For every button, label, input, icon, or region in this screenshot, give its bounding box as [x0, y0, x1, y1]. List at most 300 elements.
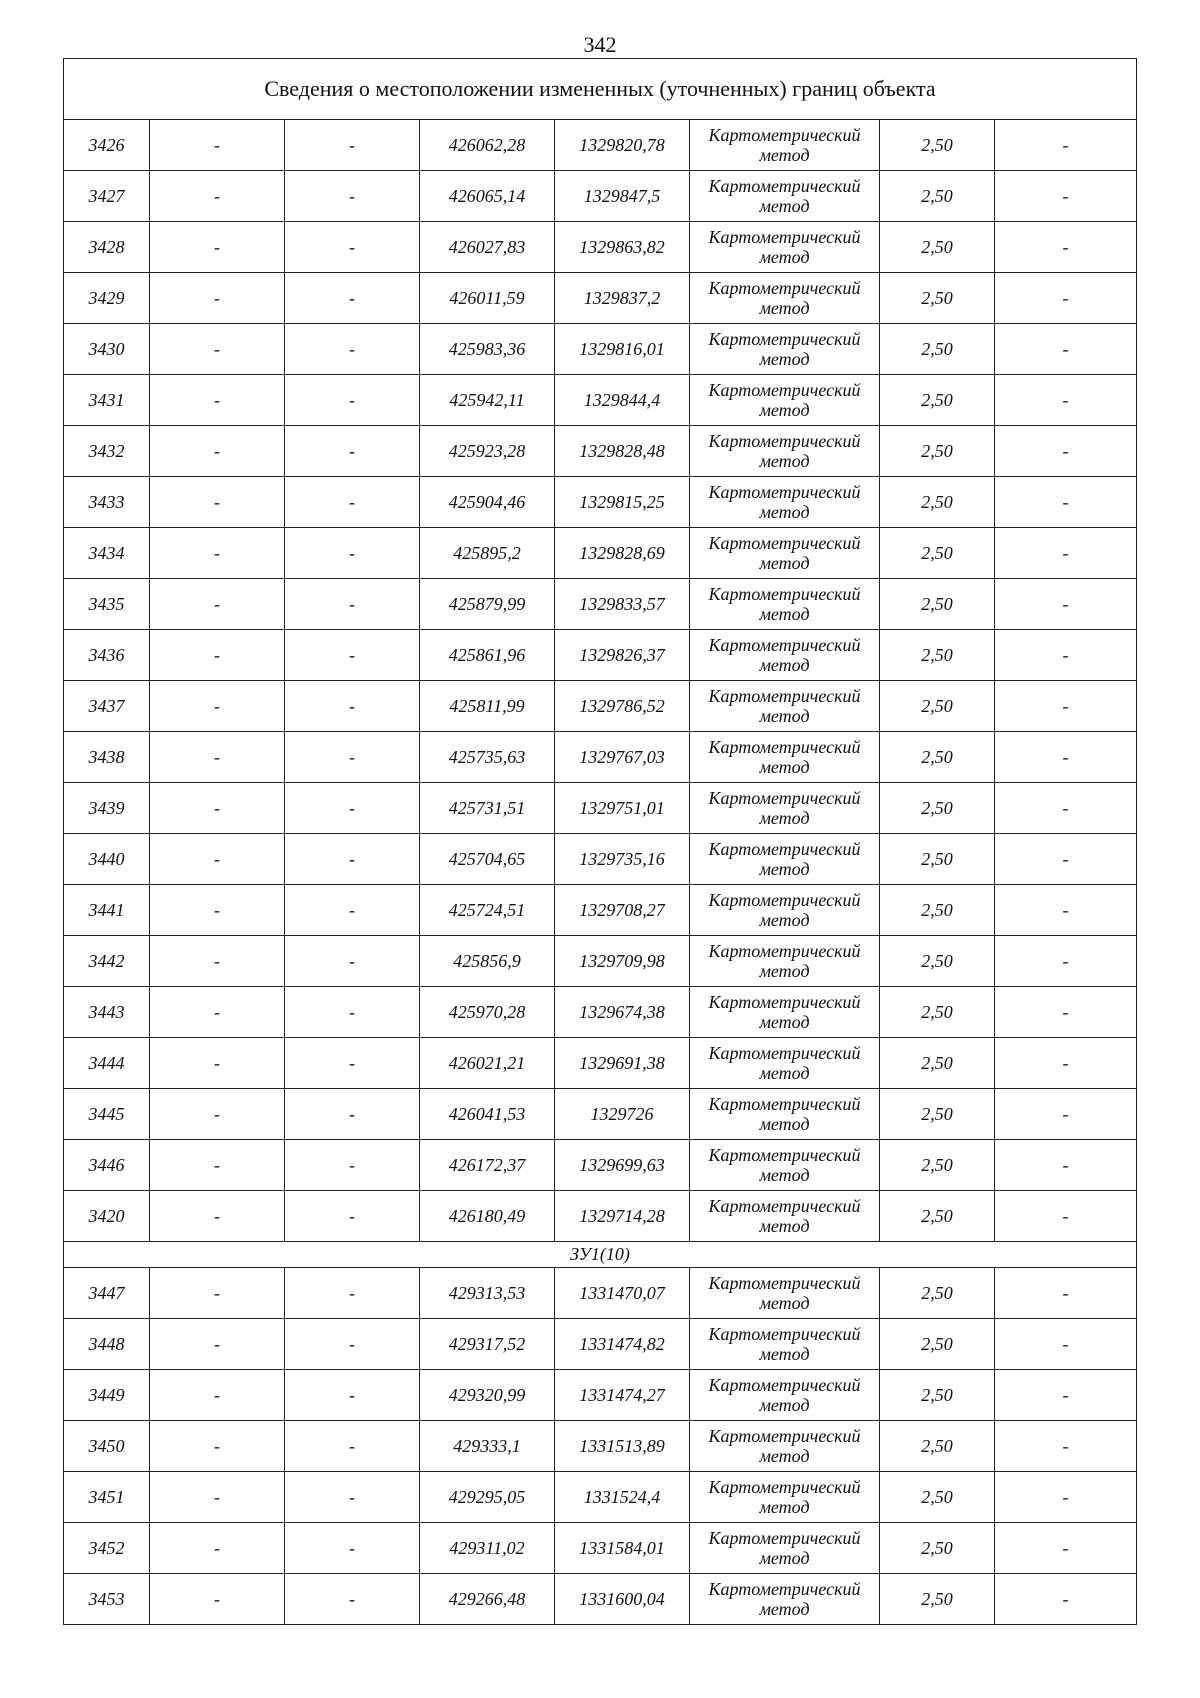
point-number-cell: 3453 [64, 1574, 150, 1625]
table-row [64, 120, 1137, 171]
method-text-line2: метод [759, 298, 810, 318]
table-row [64, 1038, 1137, 1089]
old-y-cell: - [285, 936, 420, 987]
method-text-line1: Картометрический [708, 1528, 861, 1548]
point-number-cell: 3442 [64, 936, 150, 987]
description-cell: - [995, 630, 1137, 681]
method-text-line1: Картометрический [708, 482, 861, 502]
table-row [64, 579, 1137, 630]
table-row [64, 375, 1137, 426]
table-row [64, 783, 1137, 834]
method-text-line1: Картометрический [708, 125, 861, 145]
method-text-line2: метод [759, 349, 810, 369]
accuracy-cell: 2,50 [880, 783, 995, 834]
old-x-cell: - [150, 681, 285, 732]
old-y-cell: - [285, 1191, 420, 1242]
method-text-line2: метод [759, 1344, 810, 1364]
old-y-cell: - [285, 681, 420, 732]
old-x-cell: - [150, 120, 285, 171]
method-text-line2: метод [759, 1293, 810, 1313]
point-number-cell: 3427 [64, 171, 150, 222]
method-cell [690, 1268, 880, 1319]
description-cell: - [995, 681, 1137, 732]
point-number-cell: 3426 [64, 120, 150, 171]
method-text-line2: метод [759, 655, 810, 675]
method-text-line2: метод [759, 910, 810, 930]
x-coordinate-cell: 425970,28 [420, 987, 555, 1038]
old-y-cell: - [285, 1268, 420, 1319]
description-cell: - [995, 120, 1137, 171]
section-header-row [64, 1242, 1137, 1268]
method-cell [690, 1038, 880, 1089]
method-cell [690, 273, 880, 324]
old-y-cell: - [285, 1319, 420, 1370]
description-cell: - [995, 1089, 1137, 1140]
accuracy-cell: 2,50 [880, 120, 995, 171]
method-text-line2: метод [759, 1216, 810, 1236]
y-coordinate-cell: 1329751,01 [555, 783, 690, 834]
x-coordinate-cell: 429266,48 [420, 1574, 555, 1625]
method-text-line1: Картометрический [708, 278, 861, 298]
method-cell [690, 1574, 880, 1625]
table-row [64, 171, 1137, 222]
method-text-line2: метод [759, 451, 810, 471]
method-cell [690, 936, 880, 987]
old-x-cell: - [150, 375, 285, 426]
x-coordinate-cell: 429311,02 [420, 1523, 555, 1574]
point-number-cell: 3452 [64, 1523, 150, 1574]
x-coordinate-cell: 425704,65 [420, 834, 555, 885]
old-y-cell: - [285, 630, 420, 681]
method-text-line1: Картометрический [708, 1145, 861, 1165]
table-row [64, 681, 1137, 732]
y-coordinate-cell: 1329816,01 [555, 324, 690, 375]
method-cell [690, 1319, 880, 1370]
method-cell [690, 681, 880, 732]
y-coordinate-cell: 1329714,28 [555, 1191, 690, 1242]
accuracy-cell: 2,50 [880, 171, 995, 222]
old-x-cell: - [150, 426, 285, 477]
table-row [64, 324, 1137, 375]
accuracy-cell: 2,50 [880, 834, 995, 885]
point-number-cell: 3435 [64, 579, 150, 630]
section-label: ЗУ1(10) [64, 1242, 1137, 1268]
table-row [64, 1421, 1137, 1472]
point-number-cell: 3441 [64, 885, 150, 936]
y-coordinate-cell: 1329820,78 [555, 120, 690, 171]
y-coordinate-cell: 1331600,04 [555, 1574, 690, 1625]
method-text-line1: Картометрический [708, 431, 861, 451]
accuracy-cell: 2,50 [880, 579, 995, 630]
table-row [64, 528, 1137, 579]
point-number-cell: 3446 [64, 1140, 150, 1191]
x-coordinate-cell: 425904,46 [420, 477, 555, 528]
method-text-line1: Картометрический [708, 329, 861, 349]
table-row [64, 630, 1137, 681]
old-x-cell: - [150, 1472, 285, 1523]
method-text-line1: Картометрический [708, 1094, 861, 1114]
x-coordinate-cell: 425811,99 [420, 681, 555, 732]
method-text-line2: метод [759, 706, 810, 726]
accuracy-cell: 2,50 [880, 630, 995, 681]
old-y-cell: - [285, 1089, 420, 1140]
old-y-cell: - [285, 375, 420, 426]
point-number-cell: 3439 [64, 783, 150, 834]
method-text-line1: Картометрический [708, 1273, 861, 1293]
point-number-cell: 3449 [64, 1370, 150, 1421]
old-x-cell: - [150, 1268, 285, 1319]
accuracy-cell: 2,50 [880, 528, 995, 579]
method-cell [690, 222, 880, 273]
y-coordinate-cell: 1329735,16 [555, 834, 690, 885]
accuracy-cell: 2,50 [880, 324, 995, 375]
description-cell: - [995, 1421, 1137, 1472]
y-coordinate-cell: 1331584,01 [555, 1523, 690, 1574]
method-cell [690, 120, 880, 171]
old-y-cell: - [285, 1421, 420, 1472]
y-coordinate-cell: 1329833,57 [555, 579, 690, 630]
y-coordinate-cell: 1329828,69 [555, 528, 690, 579]
y-coordinate-cell: 1329844,4 [555, 375, 690, 426]
method-cell [690, 732, 880, 783]
table-row [64, 222, 1137, 273]
method-text-line1: Картометрический [708, 1375, 861, 1395]
method-text-line2: метод [759, 553, 810, 573]
x-coordinate-cell: 425923,28 [420, 426, 555, 477]
method-text-line1: Картометрический [708, 1043, 861, 1063]
old-y-cell: - [285, 273, 420, 324]
method-text-line2: метод [759, 1446, 810, 1466]
point-number-cell: 3448 [64, 1319, 150, 1370]
description-cell: - [995, 579, 1137, 630]
old-y-cell: - [285, 426, 420, 477]
y-coordinate-cell: 1329699,63 [555, 1140, 690, 1191]
old-x-cell: - [150, 732, 285, 783]
method-text-line1: Картометрический [708, 1324, 861, 1344]
y-coordinate-cell: 1329767,03 [555, 732, 690, 783]
old-x-cell: - [150, 630, 285, 681]
description-cell: - [995, 528, 1137, 579]
method-text-line2: метод [759, 1012, 810, 1032]
description-cell: - [995, 324, 1137, 375]
x-coordinate-cell: 425942,11 [420, 375, 555, 426]
method-text-line2: метод [759, 247, 810, 267]
method-cell [690, 1421, 880, 1472]
method-text-line2: метод [759, 502, 810, 522]
old-y-cell: - [285, 1038, 420, 1089]
old-y-cell: - [285, 324, 420, 375]
table-row [64, 426, 1137, 477]
point-number-cell: 3434 [64, 528, 150, 579]
old-x-cell: - [150, 1191, 285, 1242]
method-cell [690, 630, 880, 681]
method-text-line2: метод [759, 1063, 810, 1083]
point-number-cell: 3431 [64, 375, 150, 426]
old-x-cell: - [150, 477, 285, 528]
method-text-line1: Картометрический [708, 227, 861, 247]
description-cell: - [995, 834, 1137, 885]
method-text-line2: метод [759, 1548, 810, 1568]
description-cell: - [995, 426, 1137, 477]
method-cell [690, 477, 880, 528]
old-x-cell: - [150, 528, 285, 579]
method-text-line2: метод [759, 1497, 810, 1517]
accuracy-cell: 2,50 [880, 222, 995, 273]
accuracy-cell: 2,50 [880, 1089, 995, 1140]
accuracy-cell: 2,50 [880, 375, 995, 426]
method-text-line1: Картометрический [708, 1477, 861, 1497]
old-y-cell: - [285, 120, 420, 171]
old-x-cell: - [150, 987, 285, 1038]
old-x-cell: - [150, 1089, 285, 1140]
table-row [64, 834, 1137, 885]
x-coordinate-cell: 429320,99 [420, 1370, 555, 1421]
old-x-cell: - [150, 783, 285, 834]
y-coordinate-cell: 1331474,27 [555, 1370, 690, 1421]
table-row [64, 987, 1137, 1038]
method-text-line2: метод [759, 757, 810, 777]
point-number-cell: 3440 [64, 834, 150, 885]
x-coordinate-cell: 426065,14 [420, 171, 555, 222]
method-cell [690, 1140, 880, 1191]
method-cell [690, 528, 880, 579]
point-number-cell: 3420 [64, 1191, 150, 1242]
description-cell: - [995, 1370, 1137, 1421]
method-text-line2: метод [759, 196, 810, 216]
table-row [64, 1140, 1137, 1191]
accuracy-cell: 2,50 [880, 426, 995, 477]
old-y-cell: - [285, 1370, 420, 1421]
table-body [64, 59, 1137, 1625]
old-x-cell: - [150, 936, 285, 987]
table-row [64, 273, 1137, 324]
description-cell: - [995, 375, 1137, 426]
method-text-line2: метод [759, 1599, 810, 1619]
boundary-coordinates-table [63, 58, 1137, 1625]
y-coordinate-cell: 1329786,52 [555, 681, 690, 732]
method-text-line1: Картометрический [708, 380, 861, 400]
old-x-cell: - [150, 1370, 285, 1421]
y-coordinate-cell: 1329708,27 [555, 885, 690, 936]
method-text-line1: Картометрический [708, 1426, 861, 1446]
description-cell: - [995, 1140, 1137, 1191]
old-x-cell: - [150, 273, 285, 324]
table-row [64, 1089, 1137, 1140]
point-number-cell: 3443 [64, 987, 150, 1038]
table-title: Сведения о местоположении измененных (уточненных) границ объекта [64, 59, 1137, 120]
point-number-cell: 3436 [64, 630, 150, 681]
method-text-line2: метод [759, 859, 810, 879]
accuracy-cell: 2,50 [880, 1268, 995, 1319]
method-text-line1: Картометрический [708, 1196, 861, 1216]
method-cell [690, 1191, 880, 1242]
point-number-cell: 3429 [64, 273, 150, 324]
method-text-line1: Картометрический [708, 1579, 861, 1599]
description-cell: - [995, 1574, 1137, 1625]
accuracy-cell: 2,50 [880, 273, 995, 324]
x-coordinate-cell: 426027,83 [420, 222, 555, 273]
table-row [64, 1268, 1137, 1319]
x-coordinate-cell: 426041,53 [420, 1089, 555, 1140]
method-cell [690, 426, 880, 477]
old-y-cell: - [285, 171, 420, 222]
table-row [64, 885, 1137, 936]
accuracy-cell: 2,50 [880, 1574, 995, 1625]
accuracy-cell: 2,50 [880, 732, 995, 783]
table-row [64, 1319, 1137, 1370]
accuracy-cell: 2,50 [880, 1140, 995, 1191]
accuracy-cell: 2,50 [880, 987, 995, 1038]
method-text-line2: метод [759, 808, 810, 828]
old-y-cell: - [285, 1140, 420, 1191]
accuracy-cell: 2,50 [880, 936, 995, 987]
old-x-cell: - [150, 222, 285, 273]
method-cell [690, 783, 880, 834]
point-number-cell: 3438 [64, 732, 150, 783]
point-number-cell: 3430 [64, 324, 150, 375]
method-text-line2: метод [759, 1114, 810, 1134]
y-coordinate-cell: 1329847,5 [555, 171, 690, 222]
method-cell [690, 1370, 880, 1421]
x-coordinate-cell: 426172,37 [420, 1140, 555, 1191]
x-coordinate-cell: 425861,96 [420, 630, 555, 681]
description-cell: - [995, 477, 1137, 528]
method-text-line2: метод [759, 1165, 810, 1185]
old-x-cell: - [150, 579, 285, 630]
x-coordinate-cell: 429317,52 [420, 1319, 555, 1370]
y-coordinate-cell: 1331470,07 [555, 1268, 690, 1319]
accuracy-cell: 2,50 [880, 1370, 995, 1421]
description-cell: - [995, 987, 1137, 1038]
x-coordinate-cell: 429295,05 [420, 1472, 555, 1523]
method-text-line1: Картометрический [708, 890, 861, 910]
description-cell: - [995, 783, 1137, 834]
method-text-line2: метод [759, 604, 810, 624]
point-number-cell: 3451 [64, 1472, 150, 1523]
method-text-line1: Картометрический [708, 176, 861, 196]
x-coordinate-cell: 426062,28 [420, 120, 555, 171]
description-cell: - [995, 1523, 1137, 1574]
x-coordinate-cell: 426011,59 [420, 273, 555, 324]
accuracy-cell: 2,50 [880, 1523, 995, 1574]
accuracy-cell: 2,50 [880, 1421, 995, 1472]
method-text-line1: Картометрический [708, 533, 861, 553]
method-cell [690, 1523, 880, 1574]
method-cell [690, 1089, 880, 1140]
accuracy-cell: 2,50 [880, 1191, 995, 1242]
x-coordinate-cell: 426180,49 [420, 1191, 555, 1242]
old-y-cell: - [285, 477, 420, 528]
table-row [64, 1472, 1137, 1523]
point-number-cell: 3433 [64, 477, 150, 528]
method-text-line1: Картометрический [708, 584, 861, 604]
description-cell: - [995, 222, 1137, 273]
description-cell: - [995, 1268, 1137, 1319]
old-x-cell: - [150, 1319, 285, 1370]
table-row [64, 1574, 1137, 1625]
point-number-cell: 3428 [64, 222, 150, 273]
old-x-cell: - [150, 1523, 285, 1574]
old-x-cell: - [150, 324, 285, 375]
old-y-cell: - [285, 528, 420, 579]
old-x-cell: - [150, 171, 285, 222]
old-y-cell: - [285, 222, 420, 273]
method-cell [690, 171, 880, 222]
x-coordinate-cell: 425731,51 [420, 783, 555, 834]
table-row [64, 477, 1137, 528]
y-coordinate-cell: 1329863,82 [555, 222, 690, 273]
table-title-row [64, 59, 1137, 120]
y-coordinate-cell: 1329815,25 [555, 477, 690, 528]
old-y-cell: - [285, 834, 420, 885]
table-row [64, 1191, 1137, 1242]
table-row [64, 1523, 1137, 1574]
method-cell [690, 375, 880, 426]
x-coordinate-cell: 425879,99 [420, 579, 555, 630]
x-coordinate-cell: 425724,51 [420, 885, 555, 936]
description-cell: - [995, 1472, 1137, 1523]
method-text-line1: Картометрический [708, 941, 861, 961]
y-coordinate-cell: 1329691,38 [555, 1038, 690, 1089]
x-coordinate-cell: 429333,1 [420, 1421, 555, 1472]
accuracy-cell: 2,50 [880, 477, 995, 528]
description-cell: - [995, 885, 1137, 936]
table-row [64, 936, 1137, 987]
accuracy-cell: 2,50 [880, 1319, 995, 1370]
method-text-line2: метод [759, 145, 810, 165]
method-text-line1: Картометрический [708, 737, 861, 757]
old-y-cell: - [285, 1472, 420, 1523]
point-number-cell: 3450 [64, 1421, 150, 1472]
old-x-cell: - [150, 1574, 285, 1625]
page-number: 342 [583, 32, 617, 57]
x-coordinate-cell: 425983,36 [420, 324, 555, 375]
description-cell: - [995, 1038, 1137, 1089]
table-row [64, 1370, 1137, 1421]
accuracy-cell: 2,50 [880, 681, 995, 732]
y-coordinate-cell: 1329828,48 [555, 426, 690, 477]
method-cell [690, 987, 880, 1038]
point-number-cell: 3444 [64, 1038, 150, 1089]
old-y-cell: - [285, 1574, 420, 1625]
method-cell [690, 834, 880, 885]
description-cell: - [995, 273, 1137, 324]
y-coordinate-cell: 1329826,37 [555, 630, 690, 681]
old-y-cell: - [285, 579, 420, 630]
method-text-line1: Картометрический [708, 788, 861, 808]
y-coordinate-cell: 1331524,4 [555, 1472, 690, 1523]
method-cell [690, 1472, 880, 1523]
old-x-cell: - [150, 885, 285, 936]
method-cell [690, 579, 880, 630]
old-x-cell: - [150, 1140, 285, 1191]
point-number-cell: 3445 [64, 1089, 150, 1140]
point-number-cell: 3437 [64, 681, 150, 732]
method-text-line1: Картометрический [708, 635, 861, 655]
method-text-line2: метод [759, 400, 810, 420]
x-coordinate-cell: 426021,21 [420, 1038, 555, 1089]
old-x-cell: - [150, 1421, 285, 1472]
description-cell: - [995, 1191, 1137, 1242]
method-cell [690, 324, 880, 375]
y-coordinate-cell: 1331474,82 [555, 1319, 690, 1370]
y-coordinate-cell: 1329726 [555, 1089, 690, 1140]
point-number-cell: 3447 [64, 1268, 150, 1319]
x-coordinate-cell: 425856,9 [420, 936, 555, 987]
y-coordinate-cell: 1331513,89 [555, 1421, 690, 1472]
method-text-line1: Картометрический [708, 839, 861, 859]
method-text-line2: метод [759, 961, 810, 981]
